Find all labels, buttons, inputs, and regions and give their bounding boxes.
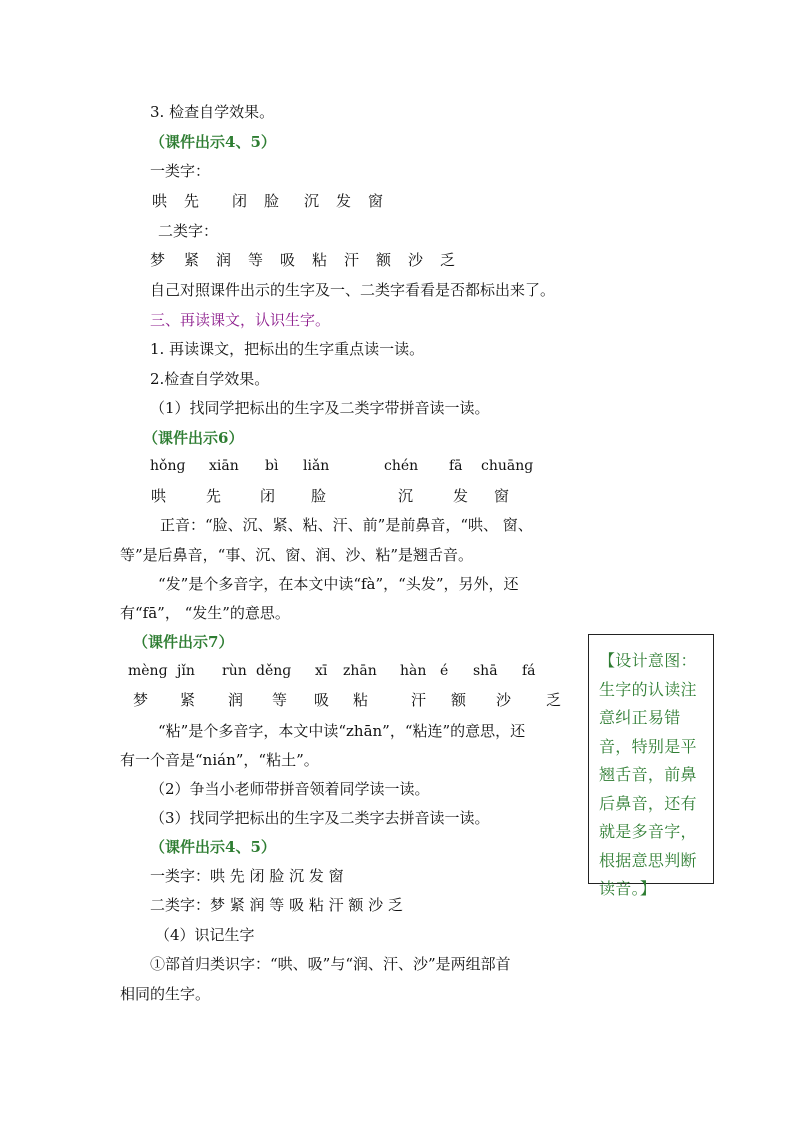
text-line: （2）争当小老师带拼音领着同学读一读。 [150,780,430,798]
text-line: 等”是后鼻音，“事、沉、窗、润、沙、粘”是翘舌音。 [120,546,474,564]
char-row [0,486,600,506]
text-line: （4）识记生字 [155,926,255,944]
char: 额 [376,251,392,269]
char-row-class2 [0,250,600,270]
char: 沙 [408,251,424,269]
char-row [0,690,580,710]
courseware-note: （课件出示4、5） [150,838,276,856]
courseware-note: （课件出示6） [143,429,244,447]
text-line: “发”是个多音字，在本文中读“fà”，“头发”，另外，还 [158,575,519,593]
char: 等 [248,251,264,269]
pinyin: mènɡ [128,663,168,679]
text-line: 有“fā”， “发生”的意思。 [120,604,290,622]
pinyin: xiān [209,458,239,474]
text-line: 相同的生字。 [120,985,211,1003]
char: 乏 [440,251,456,269]
text-line: 自己对照课件出示的生字及一、二类字看看是否都标出来了。 [150,281,556,299]
pinyin: bì [265,458,279,474]
char: 发 [453,487,469,505]
text-line: 二类字：梦 紧 润 等 吸 粘 汗 额 沙 乏 [150,896,403,914]
text-line: （1）找同学把标出的生字及二类字带拼音读一读。 [150,399,490,417]
pinyin: zhān [343,663,377,679]
char: 窗 [494,487,510,505]
char: 粘 [353,691,369,709]
char: 吸 [280,251,296,269]
text-line: ①部首归类识字：“哄、吸”与“润、汗、沙”是两组部首 [150,955,511,973]
pinyin: fá [522,663,536,679]
char: 沙 [496,691,512,709]
text-line: 一类字： [150,162,211,180]
char: 乏 [546,691,562,709]
pinyin: chén [384,458,419,474]
char: 先 [206,487,222,505]
pinyin: děnɡ [256,663,292,679]
pinyin: liǎn [303,458,330,474]
char: 等 [272,691,288,709]
design-intent-text: 【设计意图：生字的认读注意纠正易错音，特别是平翘舌音，前鼻后鼻音，还有就是多音字，根据意思判断读音。】 [599,651,697,898]
char: 哄 [152,192,168,210]
char: 沉 [304,192,320,210]
char-row-class1 [0,191,600,211]
char: 先 [184,192,200,210]
char: 汗 [344,251,360,269]
char: 脸 [264,192,280,210]
text-line: 正音：“脸、沉、紧、粘、汗、前”是前鼻音，“哄、 窗、 [160,516,533,534]
pinyin: hǒnɡ [150,458,186,474]
char: 润 [228,691,244,709]
text-line: 二类字： [158,222,219,240]
pinyin: é [440,663,449,679]
char: 紧 [184,251,200,269]
text-line: “粘”是个多音字，本文中读“zhān”，“粘连”的意思，还 [158,722,526,740]
pinyin: hàn [400,663,427,679]
text-line: 有一个音是“nián”，“粘土”。 [120,751,319,769]
char: 吸 [314,691,330,709]
pinyin: chuānɡ [481,458,534,474]
pinyin: rùn [222,663,247,679]
text-line: （3）找同学把标出的生字及二类字去拼音读一读。 [150,809,490,827]
text-line: 2.检查自学效果。 [150,370,270,388]
pinyin: shā [473,663,498,679]
char: 脸 [311,487,327,505]
char: 沉 [398,487,414,505]
char: 粘 [312,251,328,269]
text-line: 3. 检查自学效果。 [150,103,275,121]
text-line: 一类字：哄 先 闭 脸 沉 发 窗 [150,867,344,885]
pinyin: xī [315,663,328,679]
char: 梦 [150,251,166,269]
char: 润 [216,251,232,269]
design-intent-box [588,634,714,898]
pinyin: jǐn [177,663,195,679]
courseware-note: （课件出示7） [133,633,234,651]
char: 闭 [260,487,276,505]
text-line: 1. 再读课文，把标出的生字重点读一读。 [150,340,425,358]
char: 窗 [368,192,384,210]
char: 哄 [151,487,167,505]
char: 梦 [133,691,149,709]
section-heading: 三、再读课文，认识生字。 [150,311,331,329]
pinyin-row [0,456,600,476]
char: 汗 [411,691,427,709]
char: 闭 [232,192,248,210]
courseware-note: （课件出示4、5） [150,133,276,151]
char: 额 [451,691,467,709]
pinyin-row [0,661,580,681]
char: 紧 [180,691,196,709]
pinyin: fā [449,458,463,474]
char: 发 [336,192,352,210]
